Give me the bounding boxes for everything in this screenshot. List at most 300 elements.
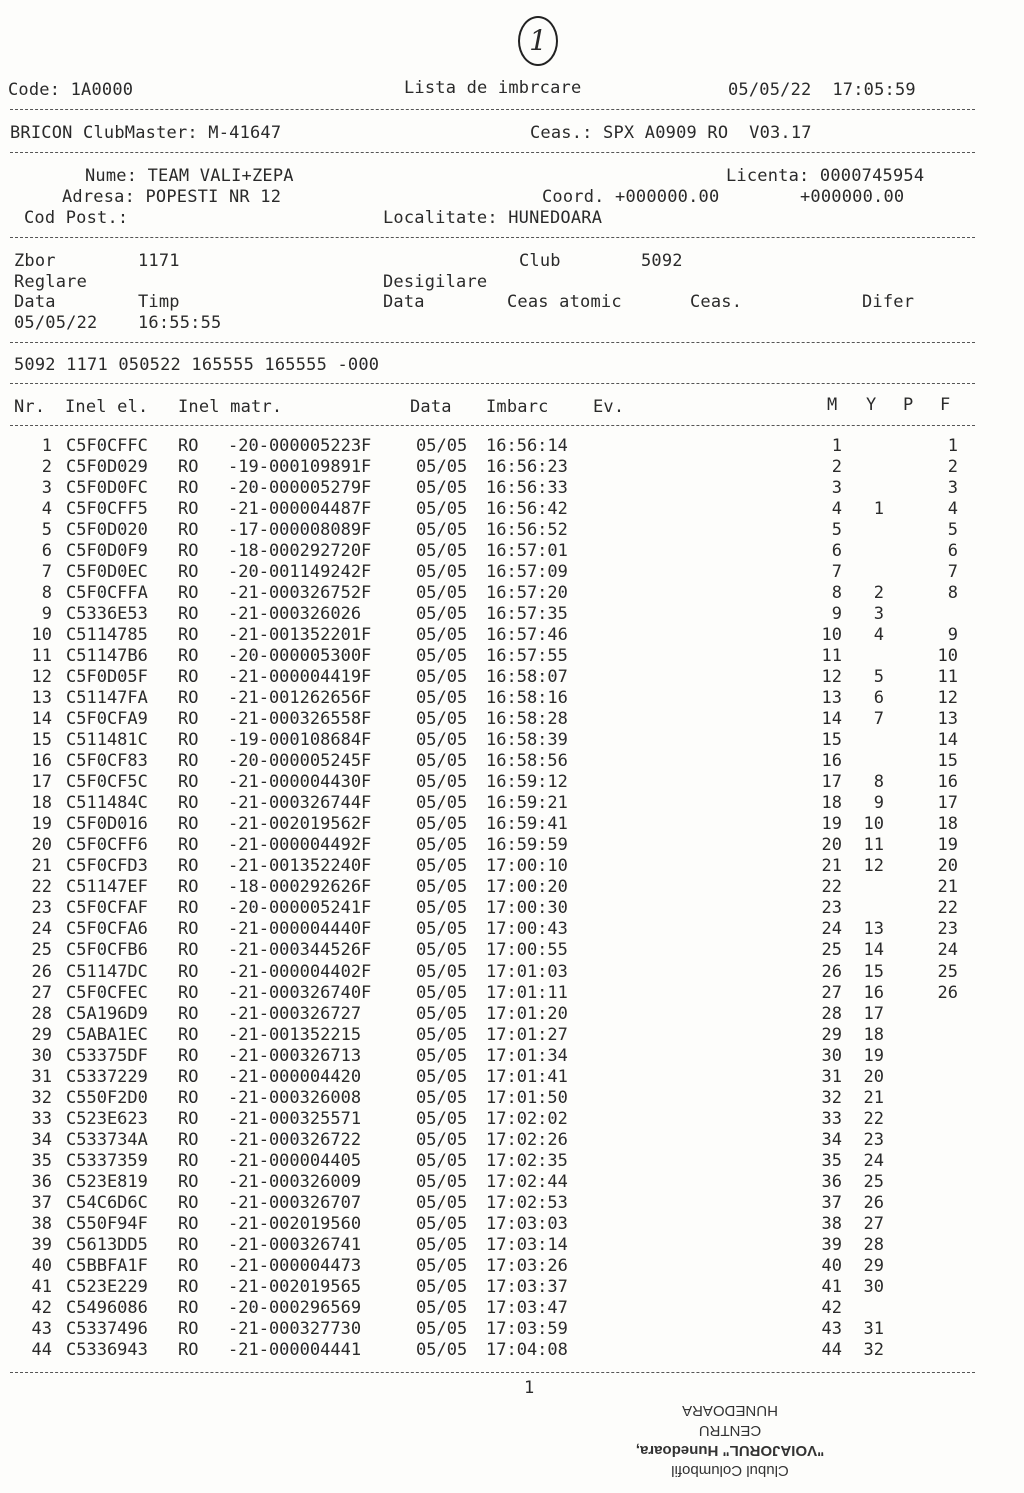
row-nr: 4 (41, 499, 52, 520)
row-inel-matr: -21-001352201F (228, 625, 372, 646)
row-country: RO (178, 835, 199, 856)
row-m: 24 (821, 919, 842, 940)
row-m: 28 (821, 1003, 842, 1024)
col-m: M (827, 395, 838, 415)
row-inel-el: C533734A (66, 1129, 148, 1150)
row-date: 05/05 (416, 961, 468, 982)
row-m: 8 (831, 583, 842, 604)
table-row (0, 856, 1024, 877)
row-date: 05/05 (416, 583, 468, 604)
row-inel-matr: -21-000325571 (228, 1108, 362, 1129)
row-inel-matr: -21-000004492F (228, 835, 372, 856)
row-date: 05/05 (416, 436, 468, 456)
row-date: 05/05 (416, 457, 468, 478)
row-country: RO (178, 1276, 199, 1297)
row-country: RO (178, 520, 199, 541)
row-nr: 22 (31, 877, 52, 898)
row-y: 15 (863, 961, 884, 982)
table-row (0, 1151, 1024, 1172)
row-country: RO (178, 877, 199, 898)
row-f: 17 (937, 793, 958, 814)
row-date: 05/05 (416, 772, 468, 793)
row-country: RO (178, 856, 199, 877)
row-time: 17:04:08 (486, 1339, 568, 1360)
table-row (0, 499, 1024, 520)
row-m: 16 (821, 751, 842, 772)
row-nr: 37 (31, 1192, 52, 1213)
divider (10, 152, 975, 153)
row-f: 16 (937, 772, 958, 793)
row-f: 15 (937, 751, 958, 772)
row-inel-matr: -21-000004419F (228, 667, 372, 688)
table-row (0, 983, 1024, 1004)
row-y: 10 (863, 814, 884, 835)
row-date: 05/05 (416, 1171, 468, 1192)
row-inel-matr: -21-001262656F (228, 688, 372, 709)
row-y: 27 (863, 1213, 884, 1234)
row-nr: 25 (31, 940, 52, 961)
row-inel-el: C5F0CFFA (66, 583, 148, 604)
row-m: 4 (831, 499, 842, 520)
row-y: 6 (873, 688, 884, 709)
row-inel-el: C5F0D0F9 (66, 541, 148, 562)
row-time: 16:57:35 (486, 604, 568, 625)
row-nr: 35 (31, 1150, 52, 1171)
row-m: 2 (831, 457, 842, 478)
locality: Localitate: HUNEDOARA (383, 208, 603, 228)
row-inel-matr: -21-002019560 (228, 1213, 362, 1234)
table-row (0, 1256, 1024, 1277)
table-row (0, 814, 1024, 835)
row-nr: 7 (41, 562, 52, 583)
row-country: RO (178, 1066, 199, 1087)
row-m: 9 (831, 604, 842, 625)
row-inel-el: C5F0CFD3 (66, 856, 148, 877)
row-nr: 20 (31, 835, 52, 856)
row-date: 05/05 (416, 793, 468, 814)
row-country: RO (178, 1339, 199, 1360)
row-nr: 2 (41, 457, 52, 478)
row-date: 05/05 (416, 478, 468, 499)
row-inel-matr: -21-000326752F (228, 583, 372, 604)
row-nr: 34 (31, 1129, 52, 1150)
row-inel-matr: -20-001149242F (228, 562, 372, 583)
row-m: 3 (831, 478, 842, 499)
table-row (0, 478, 1024, 499)
row-inel-matr: -18-000292626F (228, 877, 372, 898)
table-row (0, 457, 1024, 478)
row-inel-matr: -20-000005300F (228, 646, 372, 667)
row-date: 05/05 (416, 562, 468, 583)
row-date: 05/05 (416, 898, 468, 919)
row-nr: 15 (31, 730, 52, 751)
table-row (0, 646, 1024, 667)
row-inel-matr: -20-000296569 (228, 1297, 362, 1318)
row-country: RO (178, 1087, 199, 1108)
row-inel-matr: -21-000326741 (228, 1234, 362, 1255)
table-row (0, 436, 1024, 457)
row-nr: 12 (31, 667, 52, 688)
document-title: Lista de imbrcare (404, 78, 582, 98)
coordinate-lat: Coord. +000000.00 (542, 187, 720, 207)
row-date: 05/05 (416, 667, 468, 688)
row-m: 42 (821, 1297, 842, 1318)
reglare-time: 16:55:55 (138, 313, 222, 333)
row-time: 17:00:55 (486, 940, 568, 961)
row-country: RO (178, 1297, 199, 1318)
row-m: 23 (821, 898, 842, 919)
row-y: 13 (863, 919, 884, 940)
row-m: 21 (821, 856, 842, 877)
row-m: 14 (821, 709, 842, 730)
row-country: RO (178, 1234, 199, 1255)
row-inel-el: C5F0D029 (66, 457, 148, 478)
row-country: RO (178, 961, 199, 982)
table-row (0, 1193, 1024, 1214)
row-inel-matr: -21-000326008 (228, 1087, 362, 1108)
row-nr: 10 (31, 625, 52, 646)
row-country: RO (178, 1171, 199, 1192)
row-inel-el: C523E229 (66, 1276, 148, 1297)
ceas-info: Ceas.: SPX A0909 RO V03.17 (530, 123, 812, 143)
row-inel-el: C5F0CFB6 (66, 940, 148, 961)
row-nr: 18 (31, 793, 52, 814)
row-country: RO (178, 1213, 199, 1234)
table-row (0, 1004, 1024, 1025)
row-f: 6 (947, 541, 958, 562)
row-date: 05/05 (416, 835, 468, 856)
row-m: 34 (821, 1129, 842, 1150)
data-label-2: Data (383, 292, 425, 312)
row-time: 17:01:41 (486, 1066, 568, 1087)
row-y: 20 (863, 1066, 884, 1087)
row-date: 05/05 (416, 1045, 468, 1066)
row-country: RO (178, 1108, 199, 1129)
row-inel-matr: -21-000327730 (228, 1318, 362, 1339)
divider (10, 383, 975, 384)
row-y: 17 (863, 1003, 884, 1024)
row-y: 5 (873, 667, 884, 688)
row-time: 16:56:14 (486, 436, 568, 456)
row-country: RO (178, 1024, 199, 1045)
row-f: 4 (947, 499, 958, 520)
row-nr: 23 (31, 898, 52, 919)
row-inel-matr: -21-002019565 (228, 1276, 362, 1297)
row-y: 7 (873, 709, 884, 730)
row-f: 14 (937, 730, 958, 751)
row-time: 17:01:11 (486, 982, 568, 1003)
row-m: 43 (821, 1318, 842, 1339)
row-inel-matr: -20-000005279F (228, 478, 372, 499)
handwritten-page-mark: 1 (518, 16, 558, 66)
row-nr: 41 (31, 1276, 52, 1297)
row-m: 22 (821, 877, 842, 898)
row-inel-el: C5F0D0EC (66, 562, 148, 583)
row-inel-el: C51147FA (66, 688, 148, 709)
table-row (0, 793, 1024, 814)
row-time: 16:59:41 (486, 814, 568, 835)
row-nr: 44 (31, 1339, 52, 1360)
row-f: 25 (937, 961, 958, 982)
reglare-date: 05/05/22 (14, 313, 98, 333)
table-row (0, 1214, 1024, 1235)
row-m: 18 (821, 793, 842, 814)
row-country: RO (178, 1045, 199, 1066)
ceas-label: Ceas. (690, 292, 743, 312)
row-inel-matr: -21-000326727 (228, 1003, 362, 1024)
row-time: 17:03:37 (486, 1276, 568, 1297)
table-row (0, 877, 1024, 898)
zbor-label: Zbor (14, 251, 56, 271)
row-y: 2 (873, 583, 884, 604)
row-country: RO (178, 1129, 199, 1150)
row-date: 05/05 (416, 1234, 468, 1255)
row-m: 5 (831, 520, 842, 541)
row-inel-el: C5F0CFEC (66, 982, 148, 1003)
table-row (0, 835, 1024, 856)
row-inel-matr: -21-000004402F (228, 961, 372, 982)
col-inel-el: Inel el. (65, 397, 149, 417)
col-p: P (903, 395, 914, 415)
row-m: 12 (821, 667, 842, 688)
row-m: 26 (821, 961, 842, 982)
row-time: 16:57:09 (486, 562, 568, 583)
row-country: RO (178, 1192, 199, 1213)
row-inel-el: C5496086 (66, 1297, 148, 1318)
row-nr: 43 (31, 1318, 52, 1339)
row-m: 11 (821, 646, 842, 667)
row-m: 15 (821, 730, 842, 751)
row-inel-el: C5F0D05F (66, 667, 148, 688)
row-f: 8 (947, 583, 958, 604)
table-row (0, 730, 1024, 751)
timp-label: Timp (138, 292, 180, 312)
row-date: 05/05 (416, 1087, 468, 1108)
row-inel-el: C51147EF (66, 877, 148, 898)
table-row (0, 709, 1024, 730)
row-country: RO (178, 898, 199, 919)
row-m: 39 (821, 1234, 842, 1255)
row-inel-el: C511484C (66, 793, 148, 814)
row-date: 05/05 (416, 541, 468, 562)
flight-summary-line: 5092 1171 050522 165555 165555 -000 (14, 355, 380, 375)
row-country: RO (178, 919, 199, 940)
row-inel-matr: -17-000008089F (228, 520, 372, 541)
row-country: RO (178, 541, 199, 562)
row-inel-el: C523E623 (66, 1108, 148, 1129)
row-y: 21 (863, 1087, 884, 1108)
row-time: 16:56:33 (486, 478, 568, 499)
row-f: 20 (937, 856, 958, 877)
row-nr: 6 (41, 541, 52, 562)
row-date: 05/05 (416, 1003, 468, 1024)
row-country: RO (178, 1255, 199, 1276)
row-inel-el: C550F94F (66, 1213, 148, 1234)
row-time: 16:58:07 (486, 667, 568, 688)
row-inel-matr: -21-000326009 (228, 1171, 362, 1192)
table-row (0, 962, 1024, 983)
row-inel-matr: -21-000004473 (228, 1255, 362, 1276)
row-time: 17:00:30 (486, 898, 568, 919)
row-inel-el: C51147B6 (66, 646, 148, 667)
row-inel-el: C5114785 (66, 625, 148, 646)
table-row (0, 1298, 1024, 1319)
row-inel-matr: -19-000109891F (228, 457, 372, 478)
row-y: 32 (863, 1339, 884, 1360)
row-date: 05/05 (416, 688, 468, 709)
row-f: 26 (937, 982, 958, 1003)
table-row (0, 898, 1024, 919)
row-inel-matr: -21-000326026 (228, 604, 362, 625)
divider (10, 109, 975, 110)
row-f: 11 (937, 667, 958, 688)
row-time: 17:01:27 (486, 1024, 568, 1045)
row-m: 7 (831, 562, 842, 583)
row-inel-el: C5F0CFF5 (66, 499, 148, 520)
row-time: 16:57:46 (486, 625, 568, 646)
row-y: 18 (863, 1024, 884, 1045)
row-date: 05/05 (416, 1108, 468, 1129)
table-row (0, 751, 1024, 772)
row-date: 05/05 (416, 1213, 468, 1234)
row-country: RO (178, 625, 199, 646)
row-inel-matr: -21-001352240F (228, 856, 372, 877)
row-time: 17:01:03 (486, 961, 568, 982)
row-inel-el: C51147DC (66, 961, 148, 982)
row-country: RO (178, 751, 199, 772)
page-number: 1 (524, 1378, 535, 1398)
row-date: 05/05 (416, 1339, 468, 1360)
row-f: 5 (947, 520, 958, 541)
row-date: 05/05 (416, 646, 468, 667)
row-m: 37 (821, 1192, 842, 1213)
row-y: 14 (863, 940, 884, 961)
row-nr: 21 (31, 856, 52, 877)
row-country: RO (178, 646, 199, 667)
row-date: 05/05 (416, 1276, 468, 1297)
row-date: 05/05 (416, 877, 468, 898)
row-country: RO (178, 982, 199, 1003)
stamp-line: HUNEDOARA (682, 1402, 778, 1419)
row-nr: 36 (31, 1171, 52, 1192)
row-time: 16:58:16 (486, 688, 568, 709)
row-nr: 31 (31, 1066, 52, 1087)
row-time: 17:00:20 (486, 877, 568, 898)
row-inel-matr: -21-000004420 (228, 1066, 362, 1087)
row-time: 17:02:02 (486, 1108, 568, 1129)
row-country: RO (178, 457, 199, 478)
row-time: 17:00:10 (486, 856, 568, 877)
row-m: 40 (821, 1255, 842, 1276)
table-row (0, 1025, 1024, 1046)
row-f: 24 (937, 940, 958, 961)
row-time: 16:56:42 (486, 499, 568, 520)
row-time: 16:57:55 (486, 646, 568, 667)
row-inel-el: C5337496 (66, 1318, 148, 1339)
data-label: Data (14, 292, 56, 312)
row-inel-matr: -21-000004430F (228, 772, 372, 793)
club-label: Club (519, 251, 561, 271)
row-m: 35 (821, 1150, 842, 1171)
row-y: 11 (863, 835, 884, 856)
row-inel-el: C5F0CFF6 (66, 835, 148, 856)
table-row (0, 772, 1024, 793)
row-m: 36 (821, 1171, 842, 1192)
row-inel-el: C5336E53 (66, 604, 148, 625)
row-date: 05/05 (416, 919, 468, 940)
row-y: 29 (863, 1255, 884, 1276)
ceas-atomic-label: Ceas atomic (507, 292, 622, 312)
row-date: 05/05 (416, 1255, 468, 1276)
row-nr: 29 (31, 1024, 52, 1045)
row-y: 25 (863, 1171, 884, 1192)
row-time: 16:58:56 (486, 751, 568, 772)
row-inel-matr: -19-000108684F (228, 730, 372, 751)
row-inel-matr: -21-000326707 (228, 1192, 362, 1213)
row-time: 16:58:28 (486, 709, 568, 730)
code-label: Code: 1A0000 (8, 80, 134, 100)
row-f: 23 (937, 919, 958, 940)
table-row (0, 1046, 1024, 1067)
row-f: 10 (937, 646, 958, 667)
row-nr: 11 (31, 646, 52, 667)
row-y: 9 (873, 793, 884, 814)
row-m: 19 (821, 814, 842, 835)
row-m: 1 (831, 436, 842, 456)
row-m: 25 (821, 940, 842, 961)
row-f: 22 (937, 898, 958, 919)
table-row (0, 919, 1024, 940)
row-m: 44 (821, 1339, 842, 1360)
owner-address: Adresa: POPESTI NR 12 (62, 187, 282, 207)
row-y: 24 (863, 1150, 884, 1171)
row-date: 05/05 (416, 1297, 468, 1318)
row-country: RO (178, 730, 199, 751)
row-nr: 5 (41, 520, 52, 541)
row-inel-el: C5F0CFFC (66, 436, 148, 456)
table-row (0, 541, 1024, 562)
row-date: 05/05 (416, 814, 468, 835)
row-y: 23 (863, 1129, 884, 1150)
row-time: 16:58:39 (486, 730, 568, 751)
coordinate-lon: +000000.00 (800, 187, 905, 207)
stamp-line: CENTRU (698, 1422, 762, 1439)
row-date: 05/05 (416, 520, 468, 541)
row-inel-matr: -21-000326558F (228, 709, 372, 730)
row-inel-el: C5BBFA1F (66, 1255, 148, 1276)
row-y: 4 (873, 625, 884, 646)
table-row (0, 688, 1024, 709)
row-date: 05/05 (416, 1150, 468, 1171)
row-y: 1 (873, 499, 884, 520)
table-row (0, 625, 1024, 646)
row-country: RO (178, 814, 199, 835)
postal-code: Cod Post.: (24, 208, 129, 228)
row-inel-matr: -21-001352215 (228, 1024, 362, 1045)
print-datetime: 05/05/22 17:05:59 (728, 80, 916, 100)
row-time: 17:01:34 (486, 1045, 568, 1066)
table-row (0, 1277, 1024, 1298)
table-row (0, 940, 1024, 961)
row-inel-el: C5F0D020 (66, 520, 148, 541)
club-value: 5092 (641, 251, 683, 271)
table-row (0, 1109, 1024, 1130)
row-m: 38 (821, 1213, 842, 1234)
row-f: 12 (937, 688, 958, 709)
row-m: 31 (821, 1066, 842, 1087)
col-inel-matr: Inel matr. (178, 397, 283, 417)
row-date: 05/05 (416, 709, 468, 730)
